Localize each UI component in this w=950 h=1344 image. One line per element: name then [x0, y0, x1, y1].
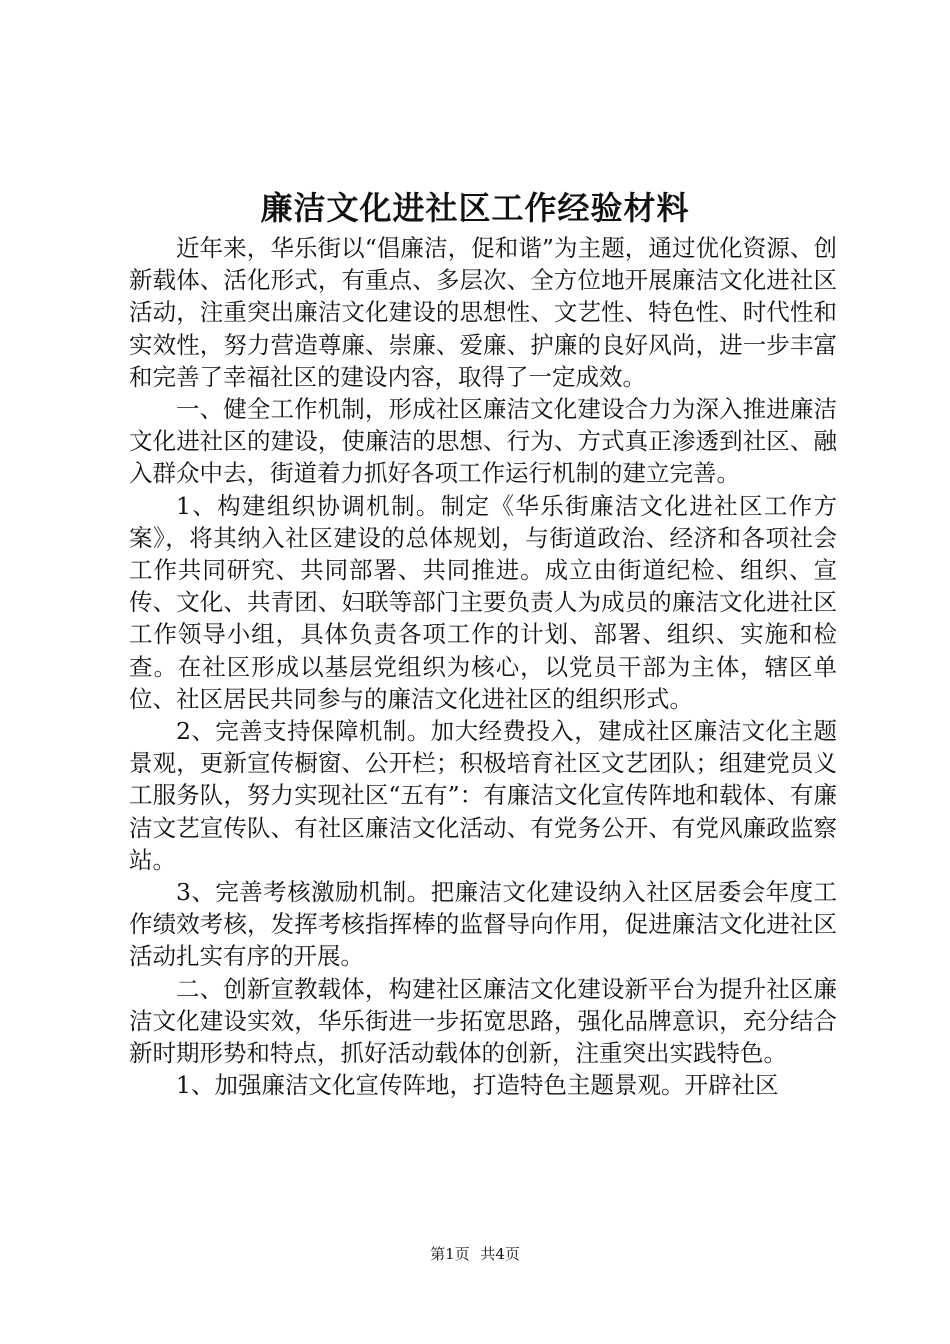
page-total: 共4页: [480, 1245, 520, 1263]
paragraph-item-1-1: 1、构建组织协调机制。制定《华乐街廉洁文化进社区工作方案》，将其纳入社区建设的总体规划，与街道政治、经济和各项社会工作共同研究、共同部署、共同推进。成立由街道纪检、组织、宣传、文化、共青团、妇联等部门主要负责人为成员的廉洁文化进社区工作领导小组，具体负责各项工作的计划、部署、组织、实施和检查。在社区形成以基层党组织为核心，以党员干部为主体，辖区单位、社区居民共同参与的廉洁文化进社区的组织形式。: [129, 491, 837, 713]
paragraph-section-2: 二、创新宣教载体，构建社区廉洁文化建设新平台为提升社区廉洁文化建设实效，华乐街进一步拓宽思路，强化品牌意识，充分结合新时期形势和特点，抓好活动载体的创新，注重突出实践特色。: [129, 974, 837, 1068]
page-number: 第1页: [430, 1245, 470, 1263]
paragraph-section-1: 一、健全工作机制，形成社区廉洁文化建设合力为深入推进廉洁文化进社区的建设，使廉洁的思想、行为、方式真正渗透到社区、融入群众中去，街道着力抓好各项工作运行机制的建立完善。: [129, 395, 837, 488]
paragraph-item-1-2: 2、完善支持保障机制。加大经费投入，建成社区廉洁文化主题景观，更新宣传橱窗、公开栏；积极培育社区文艺团队；组建党员义工服务队，努力实现社区“五有”：有廉洁文化宣传阵地和载体、有廉洁文艺宣传队、有社区廉洁文化活动、有党务公开、有党风廉政监察站。: [129, 717, 837, 874]
document-title: 廉洁文化进社区工作经验材料: [260, 189, 690, 227]
paragraph-intro: 近年来，华乐街以“倡廉洁，促和谐”为主题，通过优化资源、创新载体、活化形式，有重点、多层次、全方位地开展廉洁文化进社区活动，注重突出廉洁文化建设的思想性、文艺性、特色性、时代性和实效性，努力营造尊廉、崇廉、爱廉、护廉的良好风尚，进一步丰富和完善了幸福社区的建设内容，取得了一定成效。: [129, 234, 837, 391]
page-footer: [0, 1244, 950, 1264]
paragraph-item-2-1: 1、加强廉洁文化宣传阵地，打造特色主题景观。开辟社区: [176, 1071, 779, 1100]
paragraph-item-1-3: 3、完善考核激励机制。把廉洁文化建设纳入社区居委会年度工作绩效考核，发挥考核指挥棒的监督导向作用，促进廉洁文化进社区活动扎实有序的开展。: [129, 878, 837, 971]
document-body: [129, 232, 837, 1101]
